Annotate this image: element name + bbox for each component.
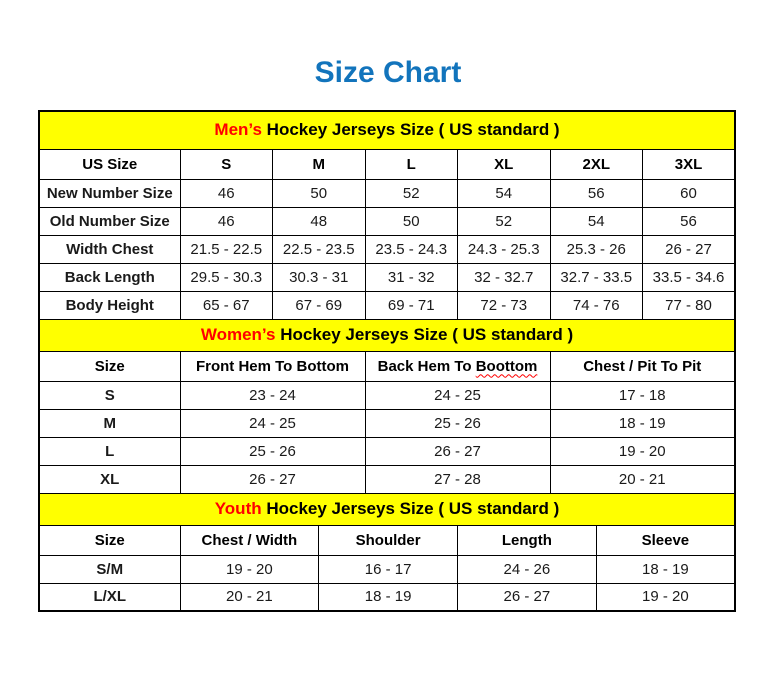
mens-value-cell: 54 [458,179,551,207]
youth-row-label: S/M [39,555,180,583]
womens-value-cell: 18 - 19 [550,409,735,437]
mens-col-header: XL [458,149,551,179]
mens-value-cell: 30.3 - 31 [273,263,366,291]
mens-value-cell: 77 - 80 [643,291,736,319]
womens-row [39,409,735,437]
mens-row-label: New Number Size [39,179,180,207]
womens-row-label: M [39,409,180,437]
mens-value-cell: 26 - 27 [643,235,736,263]
youth-banner-highlight: Youth [214,499,262,518]
womens-row-label: XL [39,465,180,493]
mens-value-cell: 32.7 - 33.5 [550,263,643,291]
misspelling-squiggle: Boottom [475,357,538,375]
youth-value-cell: 26 - 27 [458,583,597,611]
mens-value-cell: 24.3 - 25.3 [458,235,551,263]
mens-value-cell: 56 [643,207,736,235]
womens-value-cell: 24 - 25 [365,381,550,409]
womens-value-cell: 26 - 27 [180,465,365,493]
womens-row [39,381,735,409]
page-title: Size Chart [314,56,462,89]
youth-row [39,555,735,583]
youth-value-cell: 18 - 19 [319,583,458,611]
mens-value-cell: 52 [458,207,551,235]
mens-value-cell: 33.5 - 34.6 [643,263,736,291]
womens-value-cell: 25 - 26 [365,409,550,437]
mens-value-cell: 56 [550,179,643,207]
mens-value-cell: 31 - 32 [365,263,458,291]
mens-value-cell: 72 - 73 [458,291,551,319]
mens-value-cell: 52 [365,179,458,207]
mens-row-label: Body Height [39,291,180,319]
womens-value-cell: 19 - 20 [550,437,735,465]
youth-value-cell: 24 - 26 [458,555,597,583]
mens-col-header: M [273,149,366,179]
mens-value-cell: 23.5 - 24.3 [365,235,458,263]
womens-row-label: S [39,381,180,409]
mens-value-cell: 50 [365,207,458,235]
mens-row [39,291,735,319]
womens-value-cell: 26 - 27 [365,437,550,465]
mens-value-cell: 60 [643,179,736,207]
youth-banner-text: Hockey Jerseys Size ( US standard ) [261,499,560,518]
mens-value-cell: 54 [550,207,643,235]
mens-row-label: Back Length [39,263,180,291]
mens-col-header: US Size [39,149,180,179]
mens-row-label: Width Chest [39,235,180,263]
womens-row [39,465,735,493]
mens-row [39,179,735,207]
youth-value-cell: 18 - 19 [596,555,735,583]
mens-row [39,263,735,291]
mens-banner-highlight: Men’s [214,120,262,140]
womens-row-label: L [39,437,180,465]
youth-value-cell: 19 - 20 [180,555,319,583]
mens-col-header: 2XL [550,149,643,179]
youth-value-cell: 16 - 17 [319,555,458,583]
youth-col-header: Sleeve [596,525,735,555]
size-chart-table [38,110,736,612]
mens-banner [39,111,735,149]
mens-value-cell: 65 - 67 [180,291,273,319]
size-chart-page [0,56,776,612]
womens-col-header: Front Hem To Bottom [180,351,365,381]
womens-banner [39,319,735,351]
womens-banner-text: Hockey Jerseys Size ( US standard ) [275,325,574,344]
mens-value-cell: 69 - 71 [365,291,458,319]
size-tables [38,110,736,612]
womens-row [39,437,735,465]
youth-banner [39,493,735,525]
mens-value-cell: 22.5 - 23.5 [273,235,366,263]
womens-value-cell: 24 - 25 [180,409,365,437]
mens-value-cell: 29.5 - 30.3 [180,263,273,291]
mens-row [39,235,735,263]
womens-value-cell: 17 - 18 [550,381,735,409]
mens-value-cell: 46 [180,179,273,207]
youth-col-header: Size [39,525,180,555]
mens-col-header: L [365,149,458,179]
mens-value-cell: 46 [180,207,273,235]
womens-value-cell: 20 - 21 [550,465,735,493]
mens-banner-text: Hockey Jerseys Size ( US standard ) [261,120,560,140]
womens-value-cell: 23 - 24 [180,381,365,409]
mens-value-cell: 48 [273,207,366,235]
womens-banner-highlight: Women’s [200,325,276,344]
womens-col-header: Back Hem To Boottom [365,351,550,381]
mens-value-cell: 32 - 32.7 [458,263,551,291]
mens-col-header: S [180,149,273,179]
womens-value-cell: 27 - 28 [365,465,550,493]
youth-row [39,583,735,611]
mens-value-cell: 25.3 - 26 [550,235,643,263]
mens-row [39,207,735,235]
mens-value-cell: 74 - 76 [550,291,643,319]
mens-row-label: Old Number Size [39,207,180,235]
mens-value-cell: 50 [273,179,366,207]
mens-value-cell: 21.5 - 22.5 [180,235,273,263]
womens-col-header: Size [39,351,180,381]
mens-value-cell: 67 - 69 [273,291,366,319]
mens-col-header: 3XL [643,149,736,179]
womens-value-cell: 25 - 26 [180,437,365,465]
youth-col-header: Chest / Width [180,525,319,555]
youth-value-cell: 20 - 21 [180,583,319,611]
youth-col-header: Shoulder [319,525,458,555]
youth-row-label: L/XL [39,583,180,611]
youth-col-header: Length [458,525,597,555]
youth-value-cell: 19 - 20 [596,583,735,611]
womens-col-header: Chest / Pit To Pit [550,351,735,381]
